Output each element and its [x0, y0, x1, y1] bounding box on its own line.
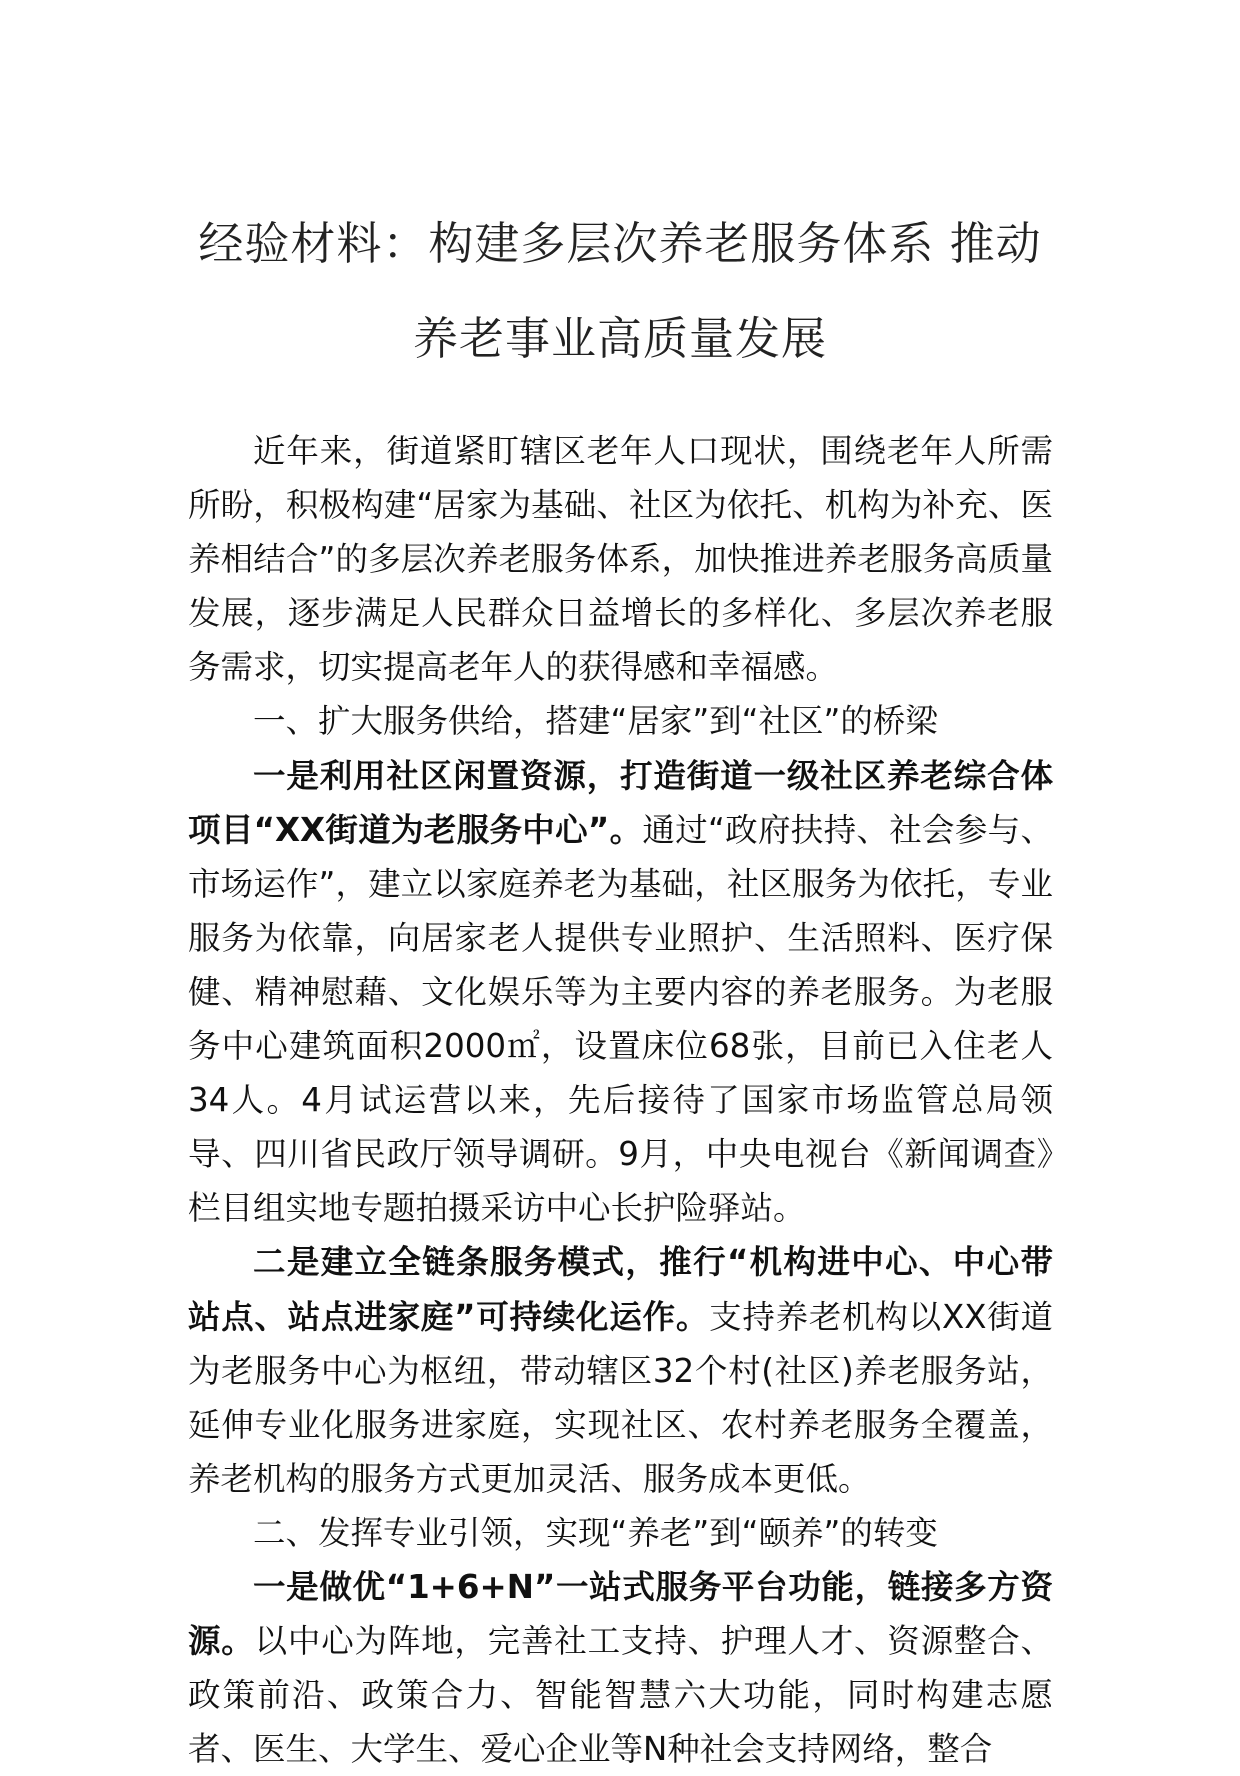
document-title-line-2: 养老事业高质量发展	[412, 312, 827, 365]
section-2-paragraph-1-lead: 一是做优“1+6+N”一站式服务平台功能，链接多方资源。	[188, 1567, 1053, 1661]
section-2-paragraph-1	[188, 1560, 1053, 1776]
intro-paragraph: 近年来，街道紧盯辖区老年人口现状，围绕老年人所需所盼，积极构建“居家为基础、社区为依托、机构为补充、医养相结合”的多层次养老服务体系，加快推进养老服务高质量发展，逐步满足人民群众日益增长的多样化、多层次养老服务需求，切实提高老年人的获得感和幸福感。	[188, 432, 1053, 687]
section-2-heading: 二、发挥专业引领，实现“养老”到“颐养”的转变	[253, 1513, 938, 1552]
section-1-heading: 一、扩大服务供给，搭建“居家”到“社区”的桥梁	[253, 702, 938, 741]
section-1-paragraph-1	[188, 749, 1053, 1236]
section-1-paragraph-1-text: 通过“政府扶持、社会参与、市场运作”，建立以家庭养老为基础，社区服务为依托，专业服务为依靠，向居家老人提供专业照护、生活照料、医疗保健、精神慰藉、文化娱乐等为主要内容的养老服务。为老服务中心建筑面积2000㎡，设置床位68张，目前已入住老人34人。4月试运营以来，先后接待了国家市场监管总局领导、四川省民政厅领导调研。9月，中央电视台《新闻调查》栏目组实地专题拍摄采访中心长护险驿站。	[188, 810, 1053, 1228]
document-title-line-1: 经验材料：构建多层次养老服务体系 推动	[198, 217, 1042, 270]
section-1-paragraph-2	[188, 1235, 1053, 1505]
section-1-paragraph-2-lead: 二是建立全链条服务模式，推行“机构进中心、中心带站点、站点进家庭”可持续化运作。	[188, 1243, 1053, 1336]
section-1-paragraph-1-lead: 一是利用社区闲置资源，打造街道一级社区养老综合体项目“XX街道为老服务中心”。	[188, 756, 1053, 849]
document-body	[188, 424, 1053, 1776]
section-1-paragraph-2-text: 支持养老机构以XX街道为老服务中心为枢纽，带动辖区32个村(社区)养老服务站，延伸专业化服务进家庭，实现社区、农村养老服务全覆盖，养老机构的服务方式更加灵活、服务成本更低。	[188, 1297, 1053, 1498]
section-2-paragraph-1-text: 以中心为阵地，完善社工支持、护理人才、资源整合、政策前沿、政策合力、智能智慧六大功能，同时构建志愿者、医生、大学生、爱心企业等N种社会支持网络，整合	[188, 1622, 1053, 1769]
